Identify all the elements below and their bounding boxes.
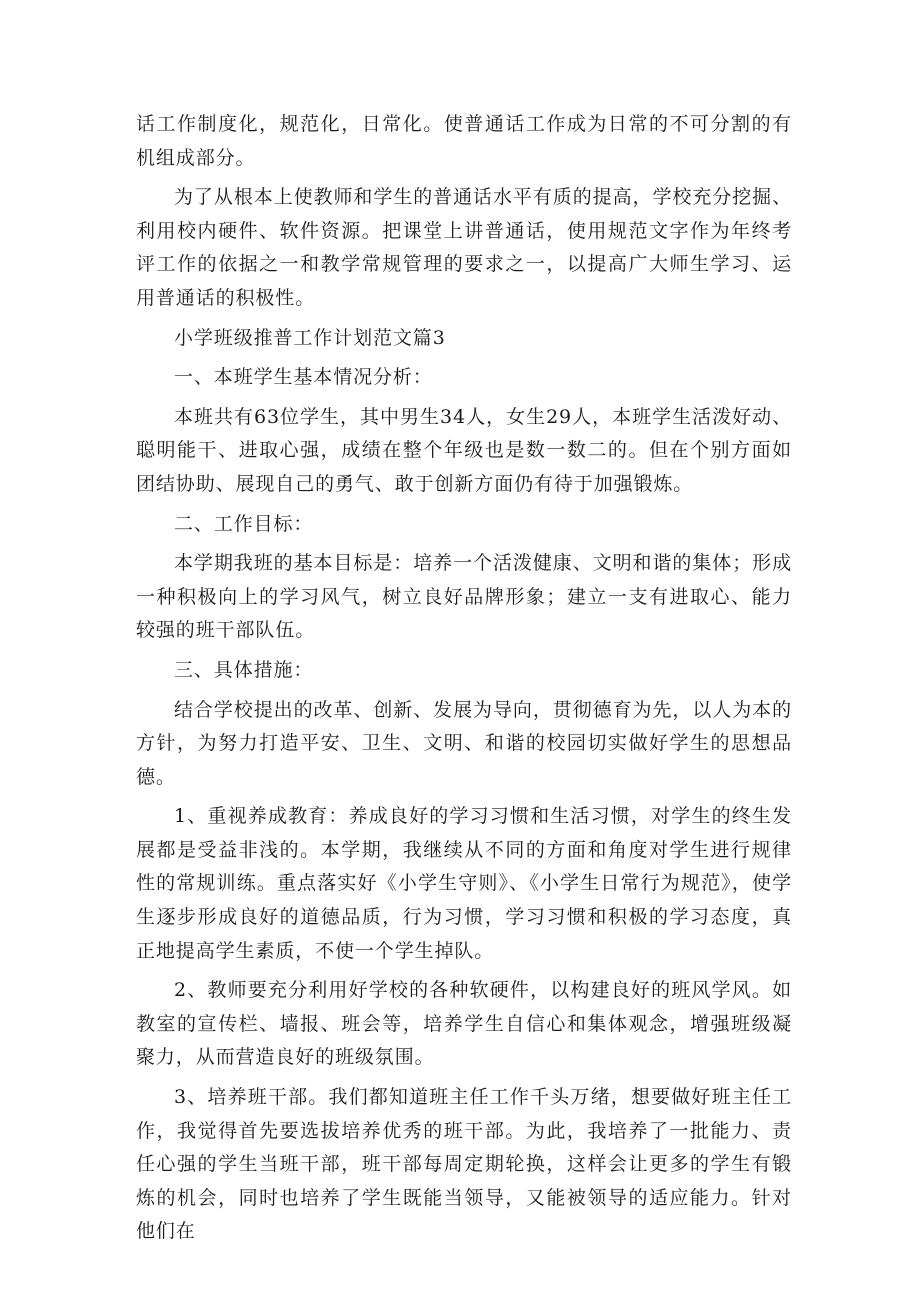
paragraph-1: 话工作制度化，规范化，日常化。使普通话工作成为日常的不可分割的有机组成部分。: [136, 113, 792, 169]
paragraph-measure-1: 1、重视养成教育：养成良好的学习习惯和生活习惯，对学生的终生发展都是受益非浅的。本学期，我继续从不同的方面和角度对学生进行规律性的常规训练。重点落实好《小学生守则》、《小学生日常行为规范》，使学生逐步形成良好的道德品质，行为习惯，学习习惯和积极的学习态度，真正地提高学生素质，不使一个学生掉队。: [136, 805, 792, 962]
heading-goals: 二、工作目标：: [174, 512, 314, 535]
paragraph-analysis: 本班共有63位学生，其中男生34人，女生29人，本班学生活泼好动、聪明能干、进取心强，成绩在整个年级也是数一数二的。但在个别方面如团结协助、展现自己的勇气、敢于创新方面仍有待于加强锻炼。: [136, 405, 792, 495]
section-title: 小学班级推普工作计划范文篇3: [174, 326, 446, 349]
paragraph-measure-2: 2、教师要充分利用好学校的各种软硬件，以构建良好的班风学风。如教室的宣传栏、墙报、班会等，培养学生自信心和集体观念，增强班级凝聚力，从而营造良好的班级氛围。: [136, 979, 792, 1069]
heading-analysis: 一、本班学生基本情况分析：: [174, 366, 433, 389]
paragraph-goals: 本学期我班的基本目标是：培养一个活泼健康、文明和谐的集体；形成一种积极向上的学习风气，树立良好品牌形象；建立一支有进取心、能力较强的班干部队伍。: [136, 552, 792, 642]
paragraph-measure-3: 3、培养班干部。我们都知道班主任工作千头万绪，想要做好班主任工作，我觉得首先要选拔培养优秀的班干部。为此，我培养了一批能力、责任心强的学生当班干部，班干部每周定期轮换，这样会让更多的学生有锻炼的机会，同时也培养了学生既能当领导，又能被领导的适应能力。针对他们在: [136, 1086, 792, 1243]
heading-measures: 三、具体措施：: [174, 658, 314, 681]
paragraph-measures-intro: 结合学校提出的改革、创新、发展为导向，贯彻德育为先，以人为本的方针，为努力打造平安、卫生、文明、和谐的校园切实做好学生的思想品德。: [136, 698, 792, 788]
paragraph-2: 为了从根本上使教师和学生的普通话水平有质的提高，学校充分挖掘、利用校内硬件、软件资源。把课堂上讲普通话，使用规范文字作为年终考评工作的依据之一和教学常规管理的要求之一，以提高广大师生学习、运用普通话的积极性。: [136, 186, 792, 309]
